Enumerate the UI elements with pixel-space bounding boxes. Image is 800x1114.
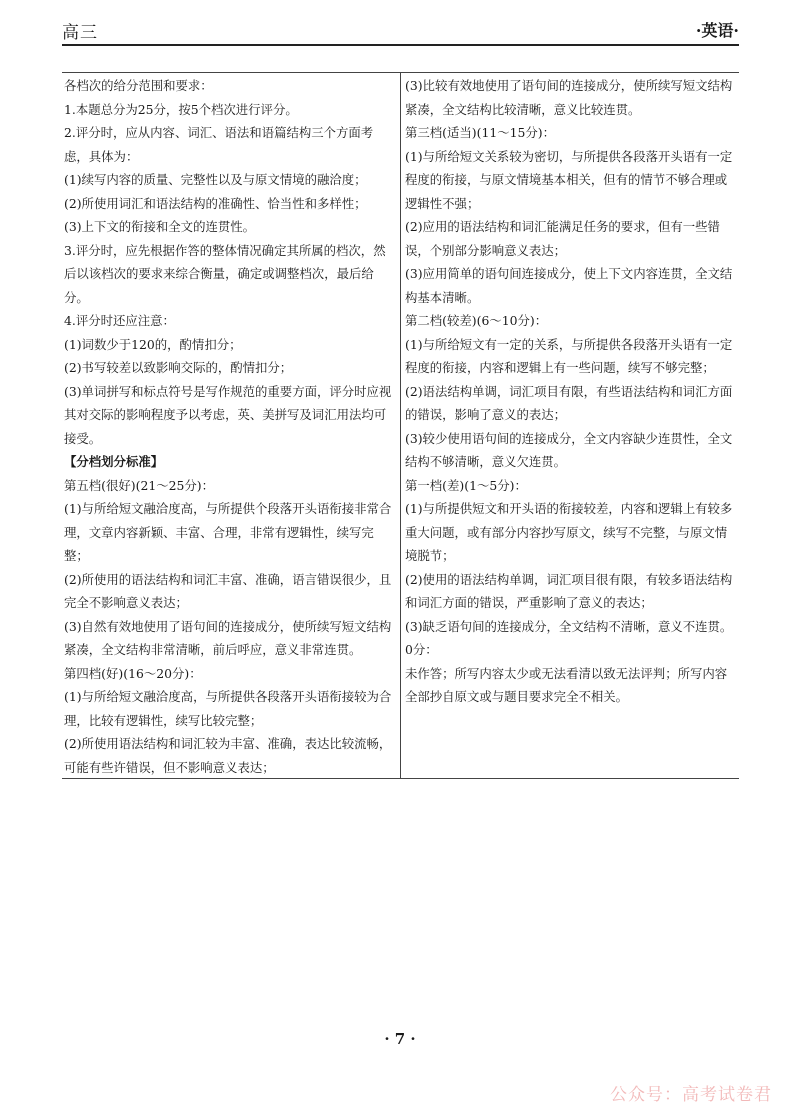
paragraph: 0分： <box>405 642 438 657</box>
paragraph: (3)单词拼写和标点符号是写作规范的重要方面，评分时应视其对交际的影响程度予以考虑，英、美拼写及词汇用法均可接受。 <box>64 383 392 446</box>
right-column <box>405 74 735 709</box>
header-rule <box>62 44 739 46</box>
paragraph: (3)上下文的衔接和全文的连贯性。 <box>64 219 256 234</box>
paragraph: (1)词数少于120的，酌情扣分； <box>64 336 242 352</box>
paragraph: 第四档(好)(16～20分)： <box>64 665 202 681</box>
paragraph: 【分档划分标准】 <box>64 454 164 469</box>
column-divider <box>400 72 401 778</box>
paragraph: (3)应用简单的语句间连接成分，使上下文内容连贯，全文结构基本清晰。 <box>405 266 733 305</box>
paragraph: (1)与所给短文有一定的关系，与所提供各段落开头语有一定程度的衔接，内容和逻辑上有一些问题，续写不够完整； <box>405 336 733 375</box>
paragraph: (1)与所提供短文和开头语的衔接较差，内容和逻辑上有较多重大问题，或有部分内容抄写原文，续写不完整，与原文情境脱节； <box>405 501 733 563</box>
paragraph: 第三档(适当)(11～15分)： <box>405 125 555 140</box>
paragraph: (3)缺乏语句间的连接成分，全文结构不清晰，意义不连贯。 <box>405 618 733 634</box>
paragraph: (1)与所给短文关系较为密切，与所提供各段落开头语有一定程度的衔接，与原文情境基本相关，但有的情节不够合理或逻辑性不强； <box>405 148 733 211</box>
paragraph: 4.评分时还应注意： <box>64 313 175 328</box>
left-column <box>64 74 394 779</box>
paragraph: (1)续写内容的质量、完整性以及与原文情境的融洽度； <box>64 172 367 187</box>
paragraph: (1)与所给短文融洽度高，与所提供个段落开头语衔接非常合理，文章内容新颖、丰富、合理，非常有逻辑性，续写完整； <box>64 501 392 563</box>
paragraph: (2)语法结构单调，词汇项目有限，有些语法结构和词汇方面的错误，影响了意义的表达； <box>405 383 733 422</box>
paragraph: 3.评分时，应先根据作答的整体情况确定其所属的档次，然后以该档次的要求来综合衡量，确定或调整档次，最后给分。 <box>64 242 386 305</box>
paragraph: (2)所使用词汇和语法结构的准确性、恰当性和多样性； <box>64 195 367 211</box>
paragraph: (2)书写较差以致影响交际的，酌情扣分； <box>64 360 293 375</box>
paragraph: (3)自然有效地使用了语句间的连接成分，使所续写短文结构紧凑，全文结构非常清晰，前后呼应，意义非常连贯。 <box>64 618 392 657</box>
paragraph: 各档次的给分范围和要求： <box>64 78 213 93</box>
page-header <box>62 14 739 44</box>
paragraph: 2.评分时，应从内容、词汇、语法和语篇结构三个方面考虑，具体为： <box>64 125 374 164</box>
page-number: · 7 · <box>384 1030 416 1048</box>
paragraph: 1.本题总分为25分，按5个档次进行评分。 <box>64 101 298 117</box>
paragraph: (3)比较有效地使用了语句间的连接成分，使所续写短文结构紧凑，全文结构比较清晰，意义比较连贯。 <box>405 78 733 117</box>
paragraph: 第二档(较差)(6～10分)： <box>405 313 548 328</box>
grade-label: 高三 <box>62 23 98 43</box>
paragraph: 第一档(差)(1～5分)： <box>405 477 527 493</box>
subject-label: ·英语· <box>695 21 739 40</box>
paragraph: 未作答；所写内容太少或无法看清以致无法评判；所写内容全部抄自原文或与题目要求完全不相关。 <box>405 665 728 704</box>
paragraph: 第五档(很好)(21～25分)： <box>64 477 214 493</box>
paragraph: (2)所使用的语法结构和词汇丰富、准确，语言错误很少，且完全不影响意义表达； <box>64 571 392 610</box>
watermark: 公众号：高考试卷君 <box>610 1085 772 1105</box>
paragraph: (1)与所给短文融洽度高，与所提供各段落开头语衔接较为合理，比较有逻辑性，续写比较完整； <box>64 689 392 728</box>
paragraph: (2)使用的语法结构单调，词汇项目很有限，有较多语法结构和词汇方面的错误，严重影响了意义的表达； <box>405 571 733 610</box>
paragraph: (2)所使用语法结构和词汇较为丰富、准确，表达比较流畅，可能有些许错误，但不影响意义表达； <box>64 736 392 775</box>
paragraph: (2)应用的语法结构和词汇能满足任务的要求，但有一些错误，个别部分影响意义表达； <box>405 219 720 258</box>
paragraph: (3)较少使用语句间的连接成分，全文内容缺少连贯性，全文结构不够清晰，意义欠连贯。 <box>405 430 733 469</box>
